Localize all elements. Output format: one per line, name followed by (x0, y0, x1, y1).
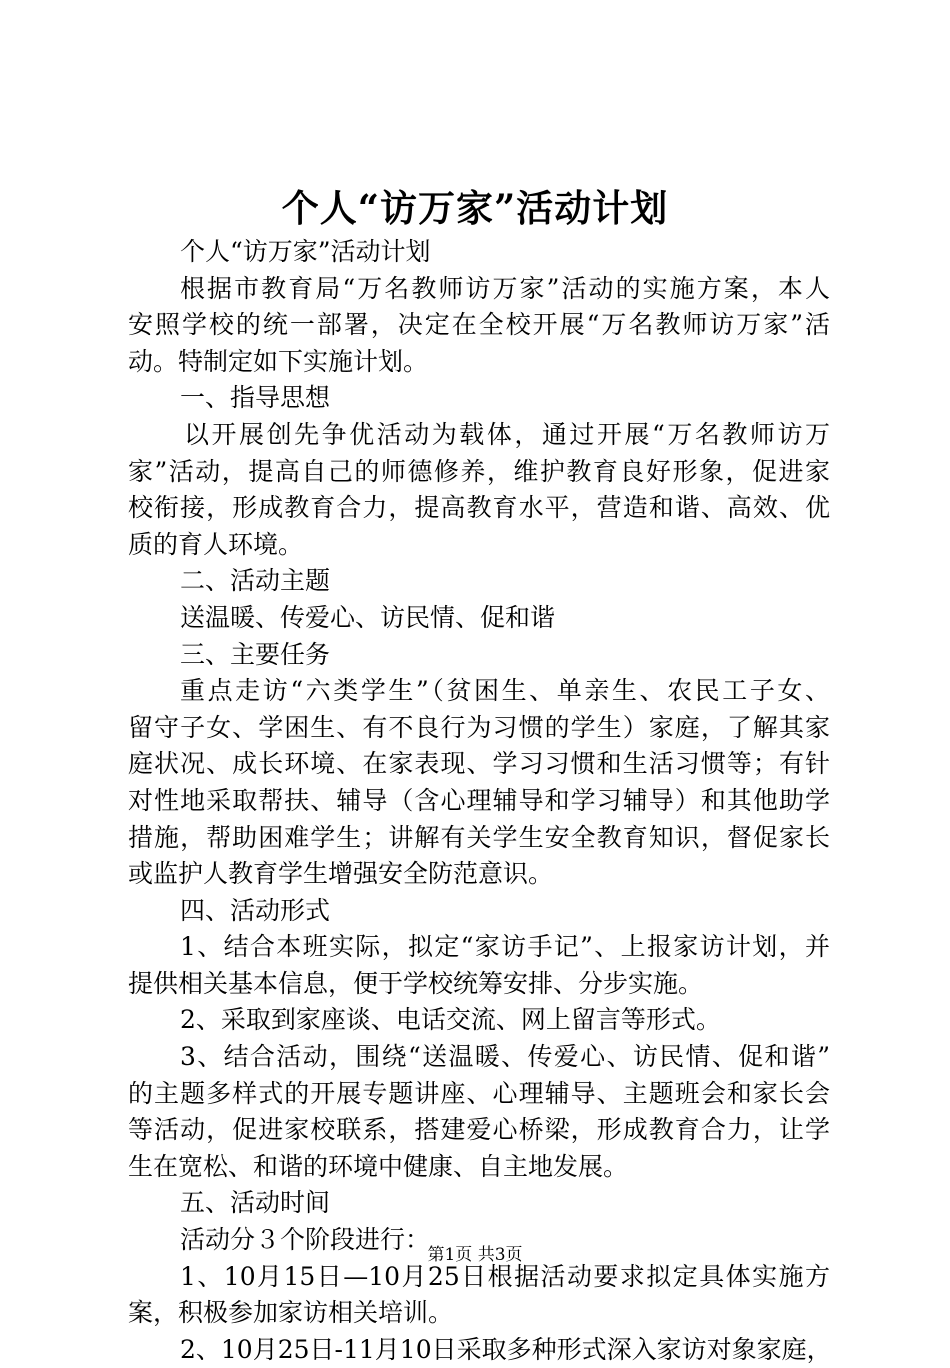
section-heading: 五、活动时间 (180, 1188, 331, 1218)
paragraph-line: 留守子女、学困生、有不良行为习惯的学生）家庭，了解其家 (128, 712, 830, 742)
paragraph-line: 安照学校的统一部署，决定在全校开展“万名教师访万家”活 (128, 310, 830, 340)
subtitle-line: 个人“访万家”活动计划 (180, 237, 431, 266)
paragraph-line: 校衔接，形成教育合力，提高教育水平，营造和谐、高效、优 (128, 493, 830, 523)
paragraph-line: 1、10月15日—10月25日根据活动要求拟定具体实施方 (180, 1261, 830, 1291)
paragraph-line: 动。特制定如下实施计划。 (128, 346, 429, 376)
paragraph-line: 案，积极参加家访相关培训。 (128, 1298, 454, 1328)
paragraph-line: 庭状况、成长环境、在家表现、学习习惯和生活习惯等；有针 (128, 749, 830, 779)
paragraph-line: 2、采取到家座谈、电话交流、网上留言等形式。 (180, 1005, 721, 1035)
paragraph-line: 送温暖、传爱心、访民情、促和谐 (180, 602, 556, 632)
paragraph-line: 2、10月25日-11月10日采取多种形式深入家访对象家庭， (180, 1334, 832, 1364)
paragraph-line: 措施，帮助困难学生；讲解有关学生安全教育知识，督促家长 (128, 822, 830, 852)
paragraph-line: 等活动，促进家校联系，搭建爱心桥梁，形成教育合力，让学 (128, 1115, 830, 1145)
page-footer: 第1页 共3页 (427, 1245, 523, 1265)
section-heading: 一、指导思想 (180, 383, 331, 413)
document-body (128, 234, 830, 1368)
section-heading: 三、主要任务 (180, 639, 331, 669)
paragraph-line: 1、结合本班实际，拟定“家访手记”、上报家访计划，并 (180, 932, 830, 962)
section-heading: 四、活动形式 (180, 895, 331, 925)
paragraph-line: 以开展创先争优活动为载体，通过开展“万名教师访万 (184, 419, 830, 449)
section-heading: 二、活动主题 (180, 566, 331, 596)
paragraph-line: 重点走访“六类学生”（贫困生、单亲生、农民工子女、 (180, 676, 830, 706)
paragraph-line: 或监护人教育学生增强安全防范意识。 (128, 859, 554, 889)
paragraph-line: 3、结合活动，围绕“送温暖、传爱心、访民情、促和谐” (180, 1042, 830, 1072)
paragraph-line: 的主题多样式的开展专题讲座、心理辅导、主题班会和家长会 (128, 1078, 830, 1108)
paragraph-line: 提供相关基本信息，便于学校统筹安排、分步实施。 (128, 968, 704, 998)
paragraph-line: 根据市教育局“万名教师访万家”活动的实施方案，本人 (180, 273, 830, 303)
paragraph-line: 家”活动，提高自己的师德修养，维护教育良好形象，促进家 (128, 456, 830, 486)
paragraph-line: 质的育人环境。 (128, 529, 304, 559)
paragraph-line: 活动分３个阶段进行： (180, 1225, 431, 1255)
page-title: 个人“访万家”活动计划 (281, 186, 669, 230)
paragraph-line: 对性地采取帮扶、辅导（含心理辅导和学习辅导）和其他助学 (128, 785, 830, 815)
paragraph-line: 生在宽松、和谐的环境中健康、自主地发展。 (128, 1151, 629, 1181)
